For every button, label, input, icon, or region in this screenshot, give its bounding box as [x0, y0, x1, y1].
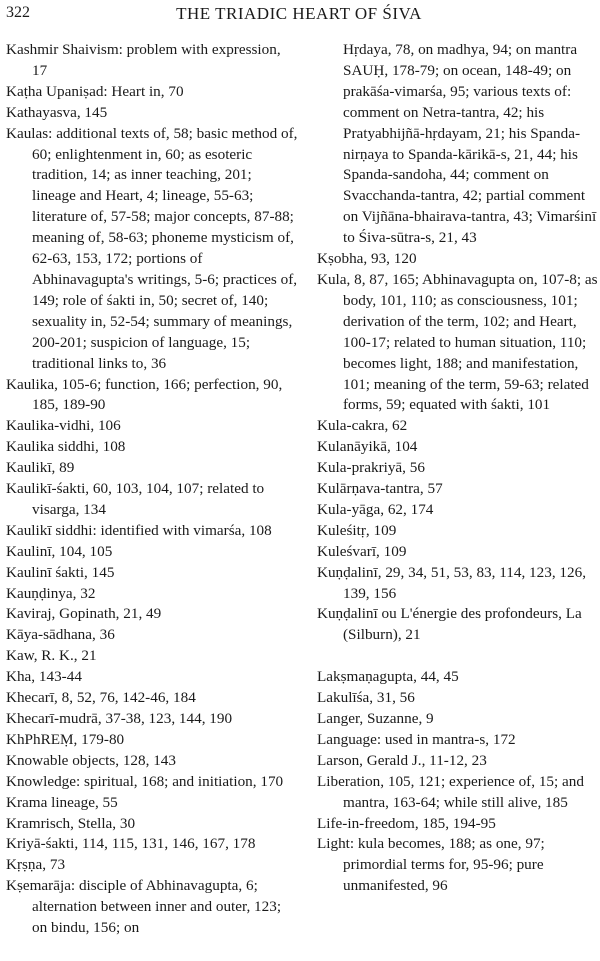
index-entry: Kaviraj, Gopinath, 21, 49 [6, 605, 162, 623]
index-entry: Khecarī, 8, 52, 76, 142-46, 184 [6, 689, 196, 707]
index-entry: Kha, 143-44 [6, 668, 82, 686]
index-entry: KhPhREṂ, 179-80 [6, 730, 125, 748]
index-entry: Kṛṣṇa, 73 [6, 856, 66, 874]
index-entry: Langer, Suzanne, 9 [317, 709, 434, 727]
index-entry: Kaulika-vidhi, 106 [6, 417, 121, 435]
index-column-left [6, 40, 298, 939]
index-entry: Liberation, 105, 121; experience of, 15; and mantra, 163-64; while still alive, 185 [317, 772, 584, 811]
index-entry: Kuleśvarī, 109 [317, 542, 407, 560]
index-entry: Kulanāyikā, 104 [317, 438, 418, 456]
index-entry: Kuleśitṛ, 109 [317, 521, 397, 539]
section-gap [317, 646, 599, 667]
index-entry: Kula-prakriyā, 56 [317, 459, 425, 477]
index-entry: Larson, Gerald J., 11-12, 23 [317, 751, 487, 769]
index-entry: Kṣobha, 93, 120 [317, 250, 417, 268]
index-entry: Kramrisch, Stella, 30 [6, 814, 136, 832]
page-header [4, 4, 594, 26]
index-entry: Kaulinī, 104, 105 [6, 542, 113, 560]
index-entry: Kula-yāga, 62, 174 [317, 500, 434, 518]
index-entry-continued: Hṛdaya, 78, on madhya, 94; on mantra SAUḤ, 178-79; on ocean, 148-49; on prakāśa-vimarśa, 95; various texts of: comment on Netra-tantra, 42; his Pratyabhijñā-hṛdayam, 21; his Spanda-nirṇaya to Spanda-kārikā-s, 21, 44; his Spanda-sandoha, 44; comment on Svacchanda-tantra, 42; partial comment on Vijñāna-bhairava-tantra, 43; Vimarśinī to Śiva-sūtra-s, 21, 43 [343, 41, 597, 247]
index-entry: Kaulinī śakti, 145 [6, 563, 115, 581]
index-entry: Kaulikī-śakti, 60, 103, 104, 107; related to visarga, 134 [6, 480, 265, 518]
index-entry: Kṣemarāja: disciple of Abhinavagupta, 6; alternation between inner and outer, 123; on bindu, 156; on [6, 877, 282, 937]
index-entry: Knowledge: spiritual, 168; and initiation, 170 [6, 772, 284, 790]
index-entry: Light: kula becomes, 188; as one, 97; primordial terms for, 95-96; pure unmanifested, 96 [317, 835, 545, 895]
index-entry: Kāya-sādhana, 36 [6, 626, 115, 644]
index-entry: Khecarī-mudrā, 37-38, 123, 144, 190 [6, 710, 233, 727]
index-entry: Kula-cakra, 62 [317, 417, 408, 435]
running-title: THE TRIADIC HEART OF ŚIVA [176, 4, 422, 23]
page-number: 322 [6, 4, 30, 21]
index-entry: Kaulika, 105-6; function, 166; perfection, 90, 185, 189-90 [6, 375, 283, 414]
index-entry: Kaulika siddhi, 108 [6, 438, 126, 456]
index-entry: Lakṣmaṇagupta, 44, 45 [317, 668, 459, 686]
index-column-right [317, 40, 599, 897]
index-entry: Kulārṇava-tantra, 57 [317, 480, 443, 498]
index-entry: Kuṇḍalinī, 29, 34, 51, 53, 83, 114, 123, 126, 139, 156 [317, 563, 587, 602]
index-entry: Kula, 8, 87, 165; Abhinavagupta on, 107-8; as body, 101, 110; as consciousness, 101; derivation of the term, 102; and Heart, 100-17; related to human situation, 110; becomes light, 188; and manifestation, 101; meaning of the term, 59-63; related forms, 59; equated with śakti, 101 [317, 270, 598, 414]
index-entry: Krama lineage, 55 [6, 793, 118, 811]
index-entry: Language: used in mantra-s, 172 [317, 730, 516, 748]
index-entry: Kaulikī siddhi: identified with vimarśa, 108 [6, 521, 272, 539]
index-entry: Kathayasva, 145 [6, 103, 108, 121]
index-entry: Kriyā-śakti, 114, 115, 131, 146, 167, 178 [6, 835, 256, 853]
index-entry: Knowable objects, 128, 143 [6, 751, 176, 769]
index-entry: Kaulikī, 89 [6, 459, 75, 477]
index-entry: Kaulas: additional texts of, 58; basic method of, 60; enlightenment in, 60; as esoteric tradition, 14; as inner teaching, 201; lineage and Heart, 4; lineage, 55-63; literature of, 57-58; major concepts, 87-88; meaning of, 58-63; phoneme mysticism of, 62-63, 153, 172; portions of Abhinavagupta's writings, 5-6; practices of, 149; role of śakti in, 50; secret of, 140; sexuality in, 52-54; summary of meanings, 200-201; suspicion of language, 15; traditional links to, 36 [6, 124, 298, 372]
index-entry: Kaṭha Upaniṣad: Heart in, 70 [6, 82, 184, 100]
index-entry: Kauṇḍinya, 32 [6, 584, 96, 602]
index-entry: Kaw, R. K., 21 [6, 647, 97, 665]
index-entry: Kashmir Shaivism: problem with expression, 17 [6, 41, 281, 79]
index-entry: Life-in-freedom, 185, 194-95 [317, 814, 496, 832]
index-entry: Lakulīśa, 31, 56 [317, 689, 415, 707]
index-entry: Kuṇḍalinī ou L'énergie des profondeurs, La (Silburn), 21 [317, 605, 582, 644]
